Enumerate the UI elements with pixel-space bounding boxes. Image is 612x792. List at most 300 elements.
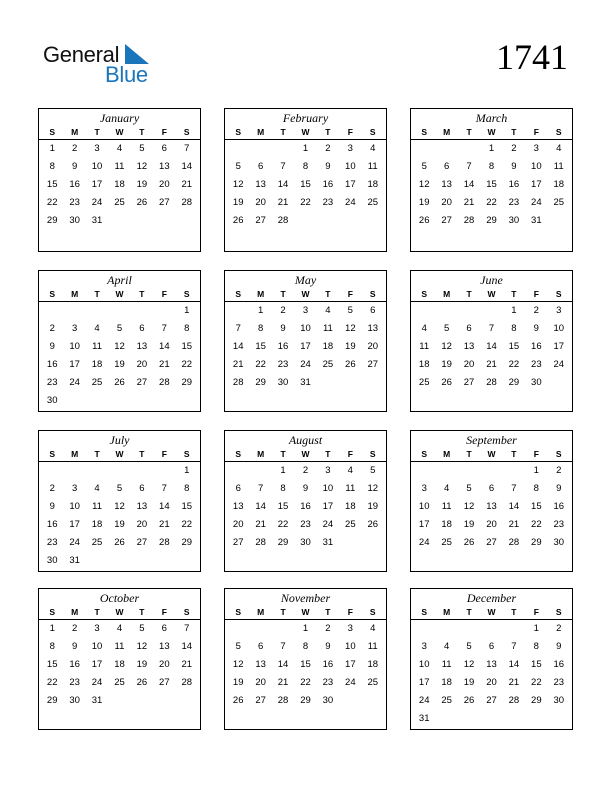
week-row — [39, 480, 200, 498]
day-cell: 17 — [300, 341, 311, 352]
day-cell: 5 — [139, 623, 145, 634]
week-row — [39, 212, 200, 230]
day-cell: 15 — [531, 659, 542, 670]
day-cell: 8 — [280, 483, 286, 494]
day-cell — [249, 462, 271, 480]
day-cell: 21 — [277, 197, 289, 208]
day-cell: 15 — [486, 179, 497, 190]
day-cell: 20 — [463, 359, 475, 370]
day-cell: 19 — [463, 677, 475, 688]
day-cell: 10 — [418, 501, 430, 512]
day-cell: 2 — [49, 323, 55, 334]
week-row — [39, 194, 200, 212]
day-cell — [249, 140, 271, 158]
day-cell: 5 — [466, 483, 472, 494]
day-cell: 16 — [277, 341, 289, 352]
day-cell: 4 — [116, 143, 123, 154]
day-cell: 18 — [418, 359, 430, 370]
day-cell: 31 — [91, 695, 103, 706]
day-cell: 17 — [91, 659, 103, 670]
logo-text-blue: Blue — [105, 62, 148, 87]
day-cell — [153, 392, 175, 410]
weekday-label: M — [257, 449, 265, 459]
day-cell — [339, 692, 361, 710]
day-cell: 13 — [255, 659, 266, 670]
day-cell: 26 — [114, 377, 125, 388]
day-cell: 3 — [94, 623, 100, 634]
day-cell: 17 — [69, 519, 80, 530]
weekday-label: T — [325, 607, 331, 617]
month-november — [224, 588, 387, 730]
day-cell: 7 — [161, 323, 167, 334]
day-cell: 4 — [370, 143, 376, 154]
day-cell — [131, 462, 153, 480]
week-row — [411, 480, 572, 498]
week-row — [39, 302, 200, 320]
day-cell — [480, 710, 502, 728]
weekday-label: W — [487, 449, 496, 459]
weekday-label: S — [555, 289, 562, 299]
day-cell: 30 — [277, 377, 289, 388]
day-cell: 17 — [418, 519, 430, 530]
day-cell — [153, 462, 175, 480]
day-cell — [86, 302, 108, 320]
weekday-label: S — [183, 607, 190, 617]
day-cell: 8 — [49, 161, 55, 172]
day-cell: 19 — [114, 519, 125, 530]
weekday-label: T — [139, 607, 145, 617]
day-cell: 23 — [322, 197, 334, 208]
day-cell: 28 — [508, 537, 520, 548]
day-cell: 8 — [302, 641, 309, 652]
week-row — [411, 194, 572, 212]
day-cell — [249, 620, 271, 638]
day-cell: 23 — [322, 677, 334, 688]
day-cell: 28 — [255, 537, 266, 548]
day-cell: 10 — [69, 501, 80, 512]
week-row — [39, 620, 200, 638]
day-cell: 9 — [302, 483, 309, 494]
day-cell: 4 — [443, 641, 450, 652]
weekday-label: M — [257, 607, 265, 617]
weekday-label: S — [49, 289, 56, 299]
weekday-label: T — [280, 449, 286, 459]
day-cell: 18 — [441, 519, 452, 530]
weekday-label: W — [487, 289, 496, 299]
day-cell: 27 — [463, 377, 475, 388]
day-cell: 22 — [46, 197, 58, 208]
day-cell: 10 — [418, 659, 430, 670]
day-cell: 13 — [486, 501, 497, 512]
month-december — [410, 588, 573, 730]
month-title: February — [282, 111, 329, 125]
day-cell: 13 — [486, 659, 497, 670]
week-row — [39, 498, 200, 516]
week-row — [411, 158, 572, 176]
day-cell: 2 — [556, 465, 562, 476]
weekday-label: F — [347, 449, 353, 459]
day-cell — [339, 534, 361, 552]
day-cell: 17 — [69, 359, 80, 370]
day-cell: 16 — [46, 519, 58, 530]
day-cell: 5 — [116, 483, 123, 494]
day-cell: 15 — [531, 501, 542, 512]
day-cell: 16 — [69, 179, 80, 190]
day-cell: 28 — [159, 537, 170, 548]
weekday-label: T — [94, 449, 100, 459]
day-cell: 1 — [280, 465, 286, 476]
day-cell — [503, 462, 525, 480]
day-cell — [131, 552, 153, 570]
week-row — [411, 374, 572, 392]
day-cell: 14 — [508, 659, 520, 670]
day-cell: 16 — [46, 359, 58, 370]
day-cell: 13 — [136, 341, 148, 352]
week-row — [225, 674, 386, 692]
day-cell: 31 — [91, 215, 103, 226]
week-row — [411, 302, 572, 320]
day-cell: 15 — [46, 179, 58, 190]
weekday-header — [225, 448, 386, 462]
day-cell: 13 — [463, 341, 475, 352]
month-march — [410, 108, 573, 252]
day-cell: 11 — [441, 501, 452, 512]
day-cell: 25 — [418, 377, 430, 388]
day-cell: 2 — [302, 465, 309, 476]
week-row — [225, 638, 386, 656]
weekday-label: M — [71, 607, 79, 617]
weekday-label: M — [257, 127, 265, 137]
week-row — [39, 534, 200, 552]
day-cell: 29 — [255, 377, 266, 388]
day-cell: 22 — [300, 197, 311, 208]
day-cell: 2 — [556, 623, 562, 634]
week-row — [411, 692, 572, 710]
day-cell: 2 — [49, 483, 55, 494]
weekday-label: T — [94, 607, 100, 617]
weekday-label: S — [369, 127, 376, 137]
day-cell: 30 — [300, 537, 311, 548]
day-cell — [362, 692, 384, 710]
day-cell: 24 — [91, 677, 103, 688]
day-cell — [108, 692, 130, 710]
weekday-label: W — [115, 289, 124, 299]
day-cell: 20 — [367, 341, 379, 352]
day-cell: 24 — [345, 197, 356, 208]
day-cell: 11 — [114, 161, 125, 172]
day-cell: 16 — [322, 179, 334, 190]
day-cell: 25 — [114, 197, 125, 208]
day-cell: 18 — [114, 659, 125, 670]
month-title: September — [466, 433, 517, 447]
day-cell: 27 — [486, 537, 497, 548]
day-cell: 22 — [531, 519, 542, 530]
day-cell: 31 — [531, 215, 542, 226]
day-cell — [108, 462, 130, 480]
day-cell: 3 — [533, 143, 539, 154]
day-cell: 4 — [370, 623, 376, 634]
day-cell: 16 — [300, 501, 311, 512]
day-cell: 14 — [486, 341, 497, 352]
day-cell: 12 — [232, 659, 244, 670]
day-cell: 26 — [463, 537, 475, 548]
day-cell: 31 — [300, 377, 311, 388]
day-cell: 19 — [367, 501, 379, 512]
weekday-label: F — [533, 127, 539, 137]
weekday-label: S — [49, 607, 56, 617]
day-cell: 10 — [531, 161, 542, 172]
week-row — [411, 638, 572, 656]
week-row — [411, 140, 572, 158]
day-cell: 26 — [418, 215, 430, 226]
weekday-label: S — [183, 289, 190, 299]
day-cell: 22 — [181, 359, 193, 370]
day-cell — [176, 392, 198, 410]
day-cell: 14 — [508, 501, 520, 512]
day-cell: 24 — [418, 537, 430, 548]
day-cell: 2 — [280, 305, 286, 316]
day-cell: 15 — [255, 341, 266, 352]
day-cell — [458, 620, 480, 638]
day-cell: 7 — [511, 483, 517, 494]
weekday-label: T — [511, 289, 517, 299]
weekday-label: M — [257, 289, 265, 299]
day-cell: 6 — [370, 305, 376, 316]
day-cell: 27 — [255, 695, 266, 706]
weekday-label: M — [443, 449, 451, 459]
weekday-header — [39, 288, 200, 302]
day-cell: 4 — [443, 483, 450, 494]
week-row — [225, 374, 386, 392]
day-cell: 29 — [508, 377, 520, 388]
day-cell: 14 — [255, 501, 266, 512]
day-cell: 25 — [322, 359, 334, 370]
week-row — [411, 356, 572, 374]
day-cell — [131, 392, 153, 410]
day-cell: 23 — [531, 359, 542, 370]
day-cell: 30 — [508, 215, 520, 226]
day-cell: 23 — [300, 519, 311, 530]
month-title: August — [288, 433, 323, 447]
day-cell: 15 — [181, 341, 193, 352]
day-cell — [294, 212, 316, 230]
day-cell: 13 — [367, 323, 379, 334]
day-cell: 27 — [232, 537, 244, 548]
weekday-label: T — [139, 289, 145, 299]
day-cell: 12 — [114, 501, 125, 512]
month-february — [224, 108, 387, 252]
day-cell: 2 — [511, 143, 517, 154]
day-cell: 8 — [511, 323, 517, 334]
day-cell: 3 — [421, 641, 427, 652]
month-september — [410, 430, 573, 572]
weekday-label: T — [280, 289, 286, 299]
day-cell — [362, 374, 384, 392]
day-cell — [227, 620, 249, 638]
weekday-header — [411, 126, 572, 140]
day-cell: 27 — [441, 215, 452, 226]
weekday-label: F — [533, 607, 539, 617]
weekday-label: T — [511, 127, 517, 137]
day-cell: 30 — [322, 695, 334, 706]
day-cell: 10 — [300, 323, 311, 334]
weekday-header — [225, 288, 386, 302]
day-cell: 23 — [553, 677, 565, 688]
month-may — [224, 270, 387, 412]
day-cell: 28 — [463, 215, 475, 226]
day-cell — [153, 302, 175, 320]
week-row — [411, 498, 572, 516]
day-cell — [131, 692, 153, 710]
weekday-label: T — [139, 449, 145, 459]
week-row — [411, 710, 572, 728]
day-cell: 2 — [71, 623, 78, 634]
day-cell: 20 — [486, 519, 497, 530]
day-cell — [458, 302, 480, 320]
day-cell — [131, 302, 153, 320]
month-title: June — [480, 273, 503, 287]
day-cell: 7 — [488, 323, 495, 334]
week-row — [411, 338, 572, 356]
day-cell: 29 — [181, 537, 193, 548]
weekday-label: F — [533, 289, 539, 299]
weekday-label: M — [71, 127, 79, 137]
day-cell: 26 — [136, 197, 148, 208]
weekday-label: F — [347, 127, 353, 137]
day-cell: 3 — [71, 483, 78, 494]
day-cell: 9 — [325, 161, 331, 172]
day-cell: 17 — [418, 677, 430, 688]
day-cell: 18 — [367, 659, 379, 670]
week-row — [225, 140, 386, 158]
day-cell — [548, 710, 570, 728]
weekday-label: S — [369, 449, 376, 459]
weekday-label: M — [71, 449, 79, 459]
day-cell: 7 — [184, 623, 190, 634]
weekday-label: S — [421, 449, 428, 459]
day-cell: 12 — [232, 179, 244, 190]
day-cell: 22 — [255, 359, 266, 370]
day-cell: 24 — [531, 197, 542, 208]
day-cell: 22 — [277, 519, 289, 530]
day-cell — [413, 302, 435, 320]
day-cell: 12 — [441, 341, 452, 352]
day-cell — [86, 552, 108, 570]
day-cell — [41, 302, 63, 320]
day-cell — [458, 462, 480, 480]
week-row — [411, 212, 572, 230]
day-cell — [458, 140, 480, 158]
day-cell: 13 — [255, 179, 266, 190]
day-cell: 12 — [136, 641, 148, 652]
day-cell: 12 — [367, 483, 379, 494]
day-cell: 11 — [553, 161, 564, 172]
day-cell: 28 — [277, 215, 289, 226]
day-cell — [176, 212, 198, 230]
day-cell — [227, 302, 249, 320]
day-cell: 17 — [345, 179, 356, 190]
week-row — [39, 158, 200, 176]
day-cell: 29 — [277, 537, 289, 548]
weekday-label: T — [466, 289, 472, 299]
weekday-label: W — [301, 127, 310, 137]
week-row — [225, 692, 386, 710]
day-cell: 7 — [280, 161, 286, 172]
weekday-label: T — [94, 127, 100, 137]
day-cell: 14 — [463, 179, 475, 190]
day-cell: 24 — [553, 359, 565, 370]
month-title: May — [294, 273, 317, 287]
weekday-label: S — [555, 607, 562, 617]
day-cell: 6 — [139, 323, 145, 334]
week-row — [39, 692, 200, 710]
day-cell: 8 — [488, 161, 495, 172]
month-april — [38, 270, 201, 412]
day-cell: 22 — [531, 677, 542, 688]
day-cell: 14 — [159, 501, 170, 512]
day-cell: 4 — [421, 323, 427, 334]
weekday-header — [39, 606, 200, 620]
weekday-label: S — [183, 449, 190, 459]
day-cell: 8 — [533, 483, 539, 494]
day-cell: 20 — [255, 197, 266, 208]
day-cell: 21 — [232, 359, 244, 370]
day-cell: 28 — [508, 695, 520, 706]
weekday-label: T — [94, 289, 100, 299]
day-cell: 8 — [184, 323, 190, 334]
day-cell: 19 — [114, 359, 125, 370]
day-cell: 22 — [508, 359, 520, 370]
day-cell: 19 — [232, 677, 244, 688]
day-cell: 26 — [136, 677, 148, 688]
day-cell: 22 — [486, 197, 497, 208]
day-cell — [435, 462, 457, 480]
week-row — [225, 516, 386, 534]
weekday-label: M — [71, 289, 79, 299]
day-cell: 9 — [71, 641, 78, 652]
day-cell: 10 — [91, 161, 103, 172]
day-cell — [362, 212, 384, 230]
weekday-label: M — [443, 127, 451, 137]
month-july — [38, 430, 201, 572]
day-cell — [480, 620, 502, 638]
day-cell: 22 — [46, 677, 58, 688]
day-cell: 3 — [94, 143, 100, 154]
day-cell: 27 — [136, 377, 148, 388]
day-cell: 17 — [322, 501, 334, 512]
week-row — [39, 516, 200, 534]
day-cell: 25 — [91, 377, 103, 388]
day-cell: 9 — [49, 341, 55, 352]
day-cell: 19 — [418, 197, 430, 208]
week-row — [39, 392, 200, 410]
weekday-label: T — [466, 449, 472, 459]
day-cell: 1 — [184, 305, 190, 316]
weekday-label: F — [161, 449, 167, 459]
day-cell: 2 — [71, 143, 78, 154]
weekday-header — [411, 288, 572, 302]
day-cell — [63, 302, 85, 320]
day-cell: 17 — [345, 659, 356, 670]
day-cell: 1 — [488, 143, 495, 154]
day-cell: 5 — [466, 641, 472, 652]
weekday-label: W — [487, 607, 496, 617]
day-cell: 7 — [235, 323, 241, 334]
day-cell: 25 — [553, 197, 565, 208]
day-cell: 21 — [181, 659, 193, 670]
day-cell: 10 — [91, 641, 103, 652]
week-row — [39, 374, 200, 392]
